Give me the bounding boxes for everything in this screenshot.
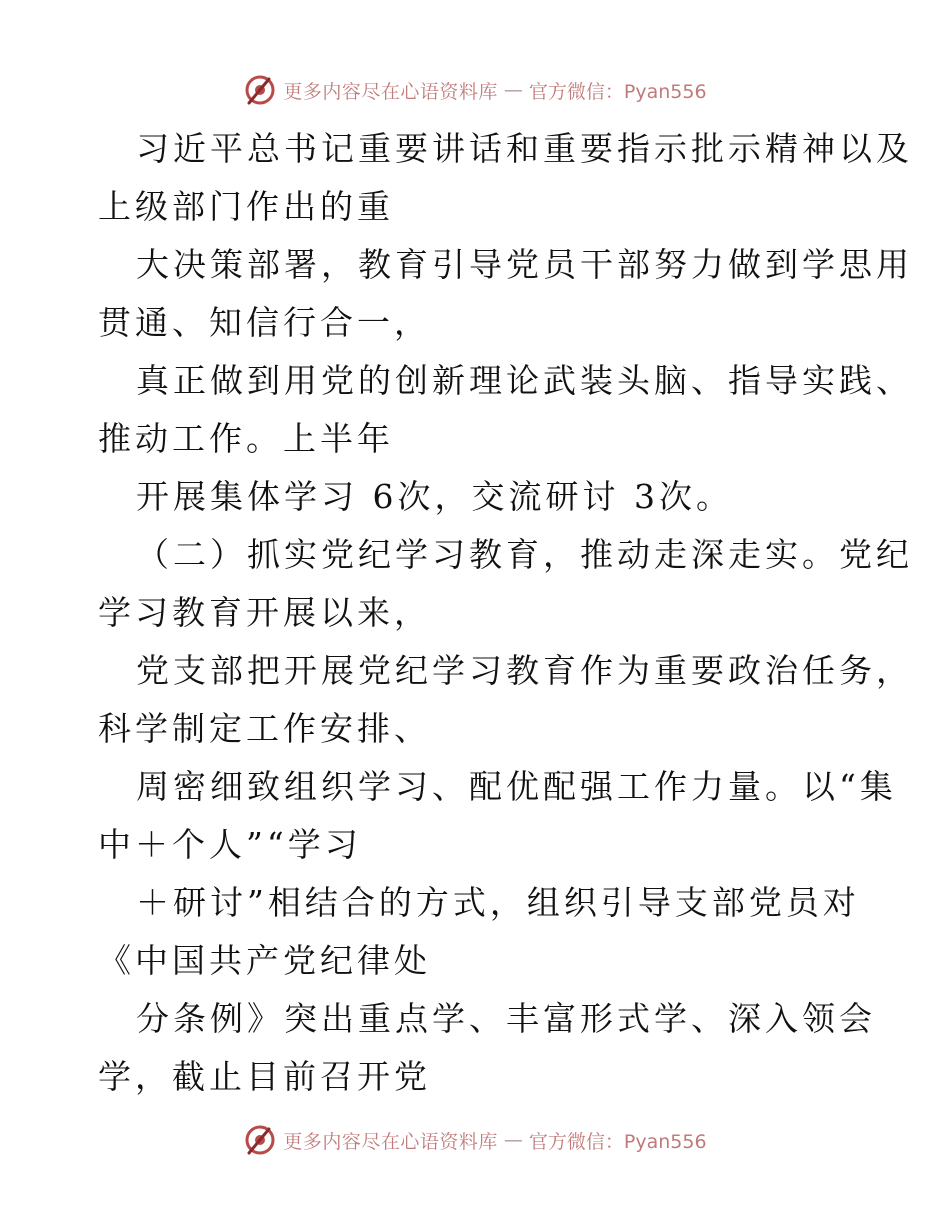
text-line: 大决策部署，教育引导党员干部努力做到学思用 <box>136 245 913 284</box>
header-banner <box>0 70 950 110</box>
pen-circle-logo-icon <box>243 73 277 107</box>
banner-title: 更多内容尽在心语资料库 <box>283 80 498 103</box>
text-line: 学，截止目前召开党 <box>98 1057 431 1096</box>
document-body <box>98 120 913 1106</box>
text-line: 周密细致组织学习、配优配强工作力量。以“集 <box>136 767 897 806</box>
text-line: （二）抓实党纪学习教育，推动走深走实。党纪 <box>136 535 913 574</box>
text-line: 《中国共产党纪律处 <box>98 941 431 980</box>
text-line: ＋研讨”相结合的方式，组织引导支部党员对 <box>136 883 860 922</box>
banner-separator: — <box>503 79 523 101</box>
text-line: 分条例》突出重点学、丰富形式学、深入领会 <box>136 999 876 1038</box>
text-line: 党支部把开展党纪学习教育作为重要政治任务， <box>136 651 913 690</box>
banner-separator: — <box>503 1129 523 1151</box>
text-line: 学习教育开展以来， <box>98 593 431 632</box>
text-line: 科学制定工作安排、 <box>98 709 431 748</box>
banner-contact: 官方微信：Pyan556 <box>528 1130 707 1153</box>
text-line: 推动工作。上半年 <box>98 419 394 458</box>
footer-banner <box>0 1120 950 1160</box>
text-line: 中＋个人”“学习 <box>98 825 362 864</box>
banner-title: 更多内容尽在心语资料库 <box>283 1130 498 1153</box>
text-line: 习近平总书记重要讲话和重要指示批示精神以及 <box>136 129 913 168</box>
text-line: 开展集体学习 6次，交流研讨 3次。 <box>136 477 733 516</box>
banner-contact: 官方微信：Pyan556 <box>528 80 707 103</box>
text-line: 真正做到用党的创新理论武装头脑、指导实践、 <box>136 361 913 400</box>
pen-circle-logo-icon <box>243 1123 277 1157</box>
text-line: 上级部门作出的重 <box>98 187 394 226</box>
text-line: 贯通、知信行合一， <box>98 303 431 342</box>
